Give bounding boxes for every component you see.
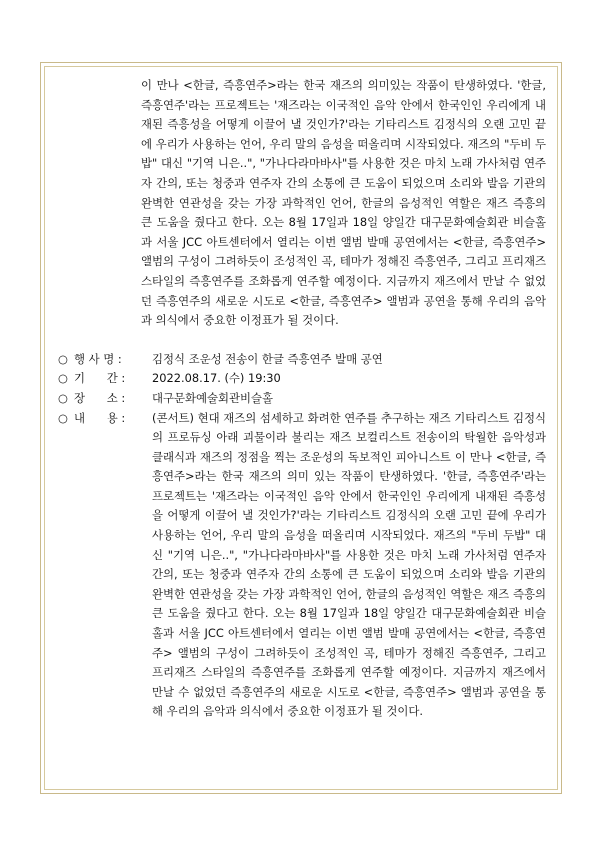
info-row-event <box>58 350 546 370</box>
venue-label: 장 소 : <box>74 390 126 405</box>
content-label: 내 용 : <box>74 410 126 425</box>
bullet-marker: ○ <box>58 410 68 425</box>
bullet-marker: ○ <box>58 351 68 366</box>
content-description: (콘서트) 현대 재즈의 섬세하고 화려한 연주를 추구하는 재즈 기타리스트 김정식의 프로듀싱 아래 괴물이라 불리는 재즈 보컬리스트 전송이의 탁월한 음악성과 클래식과 재즈의 정점을 찍는 조운성의 독보적인 피아니스트 이 만나 <한글, 즉흥연주>라는 한국 재즈의 의미 있는 작품이 탄생하였다. '한글, 즉흥연주'라는 프로젝트는 '재즈라는 이국적인 음악 안에서 한국인인 우리에게 내재된 즉흥성을 어떻게 이끌어 낼 것인가?'라는 기타리스트 김정식의 오랜 고민 끝에 우리가 사용하는 언어, 우리 말의 음성을 떠올리며 시작되었다. 재즈의 "두비 두밥" 대신 "기역 니은..", "가나다라마바사"를 사용한 것은 마치 노래 가사처럼 연주자 간의, 또는 청중과 연주자 간의 소통에 큰 도움이 되었으며 소리와 발음 기관의 완벽한 연관성을 갖는 가장 과학적인 언어, 한글의 음성적인 역할은 재즈 즉흥의 큰 도움을 줬다고 한다. 오는 8월 17일과 18일 양일간 대구문화예술회관 비슬홀과 서울 JCC 아트센터에서 열리는 이번 앨범 발매 공연에서는 <한글, 즉흥연주> 앨범의 구성이 그려하듯이 조성적인 곡, 테마가 정해진 즉흥연주, 그리고 프리재즈 스타일의 즉흥연주를 조화롭게 연주할 예정이다. 지금까지 재즈에서 만날 수 없었던 즉흥연주의 새로운 시도로 <한글, 즉흥연주> 앨범과 공연을 통해 우리의 음악과 의식에서 중요한 이정표가 될 것이다. <box>152 410 546 719</box>
period-label: 기 간 : <box>74 371 126 386</box>
info-row-period <box>58 369 546 389</box>
bullet-marker: ○ <box>58 371 68 386</box>
info-row-content <box>58 409 546 723</box>
intro-paragraph: 이 만나 <한글, 즉흥연주>라는 한국 재즈의 의미있는 작품이 탄생하였다. '한글, 즉흥연주'라는 프로젝트는 '재즈라는 이국적인 음악 안에서 한국인인 우리에게 내재된 즉흥성을 어떻게 이끌어 낼 것인가?'라는 기타리스트 김정식의 오랜 고민 끝에 우리가 사용하는 언어, 우리 말의 음성을 떠올리며 시작되었다. 재즈의 "두비 두밥" 대신 "기역 니은..", "가나다라마바사"를 사용한 것은 마치 노래 가사처럼 연주자 간의, 또는 청중과 연주자 간의 소통에 큰 도움이 되었으며 소리와 발음 기관의 완벽한 연관성을 갖는 가장 과학적인 언어, 한글의 음성적인 역할은 재즈 즉흥의 큰 도움을 줬다고 한다. 오는 8월 17일과 18일 양일간 대구문화예술회관 비슬홀과 서울 JCC 아트센터에서 열리는 이번 앨범 발매 공연에서는 <한글, 즉흥연주> 앨범의 구성이 그려하듯이 조성적인 곡, 테마가 정해진 즉흥연주, 그리고 프리재즈 스타일의 즉흥연주를 조화롭게 연주할 예정이다. 지금까지 재즈에서 만날 수 없었던 즉흥연주의 새로운 시도로 <한글, 즉흥연주> 앨범과 공연을 통해 우리의 음악과 의식에서 중요한 이정표가 될 것이다. <box>141 78 546 328</box>
document-body <box>58 76 546 722</box>
section-gap <box>58 331 546 350</box>
event-value: 김정식 조운성 전송이 한글 즉흥연주 발매 공연 <box>152 351 383 366</box>
event-label: 행 사 명 : <box>74 351 122 366</box>
period-value: 2022.08.17. (수) 19:30 <box>152 371 281 386</box>
venue-value: 대구문화예술회관비슬홀 <box>152 390 274 405</box>
bullet-marker: ○ <box>58 390 68 405</box>
info-row-venue <box>58 389 546 409</box>
